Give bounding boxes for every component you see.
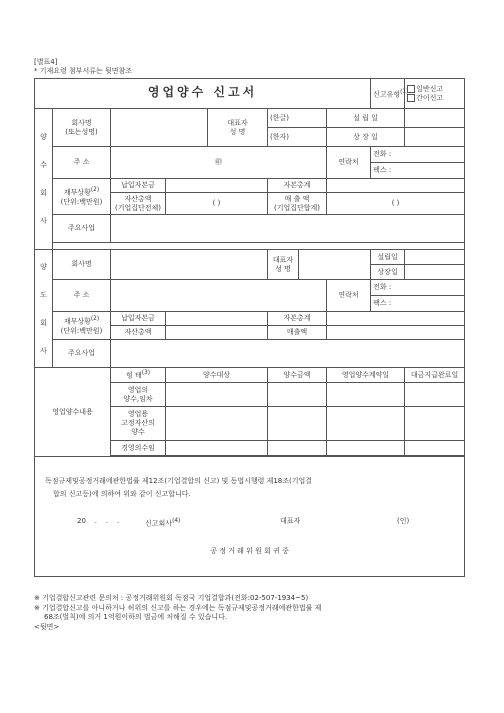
acq-sales-field[interactable]: ( ) [327,193,465,215]
declaration-line1: 독점규제및공정거래에관한법률 제12조(기업결합의 신고) 및 동법시행령 제18조(기업결 [45,477,313,485]
form-title: 영업양수 신고서 [35,79,371,109]
tr-total-capital-field[interactable] [327,312,465,326]
acq-rep-hangul[interactable]: (한글) [268,109,327,128]
transfer-type-header: 형 태$^{(3)}$ [111,368,166,383]
cell[interactable] [166,441,268,456]
acq-company-label: 회사명 (또는성명) [53,109,111,147]
acq-phone[interactable]: 전화 : [371,147,465,163]
cell[interactable] [166,407,268,441]
form-number: [별표4] [34,58,58,66]
cell[interactable] [268,407,327,441]
acq-est-label: 설 립 일 [327,109,405,128]
tr-address-field[interactable] [111,280,327,312]
acq-total-assets-field[interactable]: ( ) [166,193,268,215]
cell[interactable] [268,383,327,407]
reporter-label: 신고회사$^{(4)}$ [145,518,181,528]
tr-listing-field[interactable] [405,265,465,280]
acq-paid-capital-label: 납입자본금 [111,179,166,193]
acq-spacer [53,243,465,250]
tr-address-label: 주 소 [53,280,111,312]
tr-rep-field[interactable] [299,250,371,280]
checkbox-icon [407,85,415,93]
acq-address-label: 주 소 [53,147,111,179]
cell[interactable] [405,441,465,456]
sign-date[interactable]: 20 . . . [77,517,120,525]
acq-total-capital-label: 자본총계 [268,179,327,193]
opt-general[interactable]: 일반신고 [407,85,462,94]
col-amount: 양수금액 [268,368,327,383]
row-management: 경영의수임 [111,441,166,456]
acq-finance-label: 재무상황$^{(2)}$ (단위:백만원) [53,179,111,215]
acq-address-field[interactable] [111,147,327,179]
tr-total-capital-label: 자본총계 [268,312,327,326]
acquirer-side-label: 양 수 회 사 [35,109,53,250]
recipient: 공 정 거 래 위 원 회 귀 중 [210,547,289,555]
cell[interactable] [327,407,405,441]
tr-listing-label: 상장일 [371,265,405,280]
acq-main-biz-label: 주요사업 [53,215,111,243]
acq-rep-hanja[interactable]: (한자) [268,128,327,147]
acq-company-field[interactable] [111,109,208,147]
declaration-block [35,457,465,577]
acq-contact-label: 연락처 [327,147,371,179]
tr-est-label: 설립일 [371,250,405,265]
row-business-lease: 영업의 양수,임차 [111,383,166,407]
tr-total-assets-field[interactable] [166,326,268,340]
sign-rep-label: 대표자 [280,517,301,525]
col-payment-date: 대금지급완료일 [405,368,465,383]
checkbox-icon [407,94,415,102]
col-contract-date: 영업양수계약일 [327,368,405,383]
row-fixed-assets: 영업용 고정자산의 양수 [111,407,166,441]
footer-note2: ※ 기업결합신고를 아니하거나 허위의 신고를 하는 경우에는 독점규제및공정거래에관한법률 제 [34,604,322,612]
tr-company-label: 회사명 [53,250,111,280]
cell[interactable] [268,441,327,456]
footer-back: <뒷면> [34,623,60,631]
cell[interactable] [405,383,465,407]
acq-total-assets-label: 자산총액 (기업집단전체) [111,193,166,215]
acq-listing-field[interactable] [405,128,465,147]
tr-rep-label: 대표자 성 명 [268,250,299,280]
opt-simple[interactable]: 간이신고 [407,94,462,103]
cell[interactable] [327,383,405,407]
transferor-side-label: 양 도 회 사 [35,250,53,368]
report-type-label: 신고유형$^{(1)}$ [371,79,405,109]
acq-main-biz-field[interactable] [111,215,465,243]
tr-fax[interactable]: 팩스 : [371,296,465,312]
cell[interactable] [327,441,405,456]
tr-paid-capital-field[interactable] [166,312,268,326]
tr-est-field[interactable] [405,250,465,265]
tr-contact-label: 연락처 [327,280,371,312]
cell[interactable] [405,407,465,441]
acq-total-capital-field[interactable] [327,179,465,193]
acq-paid-capital-field[interactable] [166,179,268,193]
tr-finance-label: 재무상황$^{(2)}$ (단위:백만원) [53,312,111,340]
tr-sales-label: 매출액 [268,326,327,340]
acq-est-field[interactable] [405,109,465,128]
tr-main-biz-field[interactable] [111,340,465,368]
tr-company-field[interactable] [111,250,268,280]
tr-phone[interactable]: 전화 : [371,280,465,296]
tr-paid-capital-label: 납입자본금 [111,312,166,326]
acq-fax[interactable]: 팩스 : [371,163,465,179]
cell[interactable] [166,383,268,407]
seal-label[interactable]: (인) [397,517,410,525]
declaration-line2: 합의 신고등)에 의하여 위와 같이 신고합니다. [53,490,191,498]
col-target: 양수대상 [166,368,268,383]
report-type-options [405,79,465,109]
footer-note3: 68조(벌칙)에 의거 1억원이하의 벌금에 처해질 수 있습니다. [44,613,228,621]
tr-main-biz-label: 주요사업 [53,340,111,368]
acq-rep-label: 대표자 성 명 [208,109,268,147]
tr-total-assets-label: 자산총액 [111,326,166,340]
acq-sales-label: 매 출 액 (기업집단합계) [268,193,327,215]
report-form [34,78,465,577]
acq-listing-label: 상 장 일 [327,128,405,147]
instruction-note: * 기재요령 첨부서류는 뒷면참조 [34,67,133,75]
tr-sales-field[interactable] [327,326,465,340]
seal-icon: ㊞ [215,158,222,166]
transfer-label: 영업양수내용 [35,368,111,457]
footer-note1: ※ 기업결합신고관련 문의처 : 공정거래위원회 독점국 기업결합과(전화:02-507-1934~5) [34,594,309,602]
